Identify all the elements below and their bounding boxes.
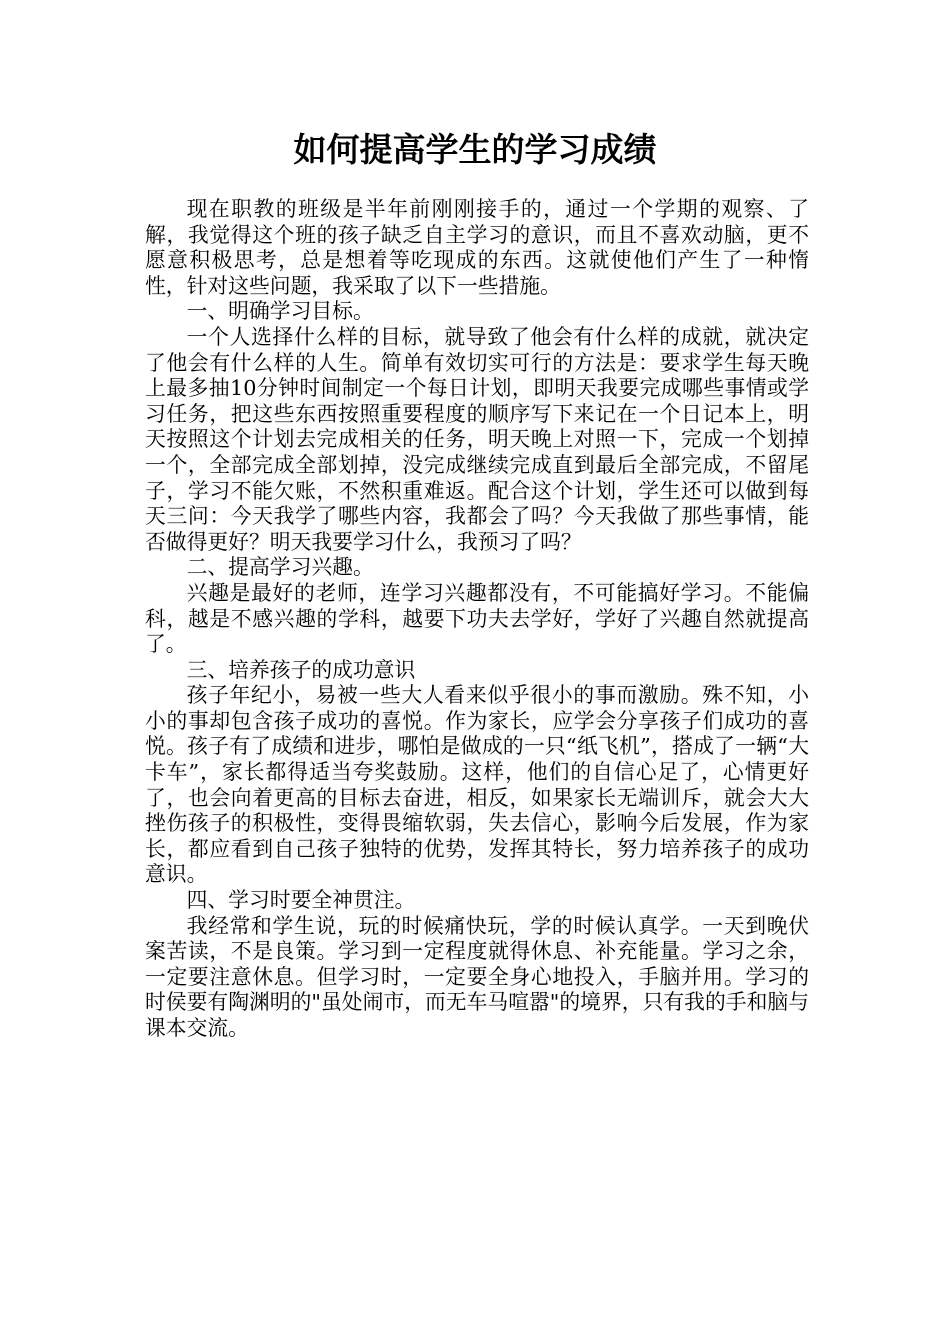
paragraph-success: 孩子年纪小，易被一些大人看来似乎很小的事而激励。殊不知，小小的事却包含孩子成功的喜悦。作为家长，应学会分享孩子们成功的喜悦。孩子有了成绩和进步，哪怕是做成的一只“纸飞机”，搭成了一辆“大卡车”，家长都得适当夸奖鼓励。这样，他们的自信心足了，心情更好了，也会向着更高的目标去奋进，相反，如果家长无端训斥，就会大大挫伤孩子的积极性，变得畏缩软弱，失去信心，影响今后发展，作为家长，都应看到自己孩子独特的优势，发挥其特长，努力培养孩子的成功意识。: [145, 683, 809, 887]
heading-focus: 四、学习时要全神贯注。: [186, 888, 416, 913]
paragraph-focus: 我经常和学生说，玩的时候痛快玩，学的时候认真学。一天到晚伏案苦读，不是良策。学习到一定程度就得休息、补充能量。学习之余，一定要注意休息。但学习时，一定要全身心地投入，手脑并用。学习的时侯要有陶渊明的"虽处闹市，而无车马喧嚣"的境界，只有我的手和脑与课本交流。: [145, 913, 809, 1040]
document-title: 如何提高学生的学习成绩: [293, 130, 657, 169]
heading-success: 三、培养孩子的成功意识: [186, 657, 416, 682]
document-body: [145, 197, 809, 1042]
paragraph-interest: 兴趣是最好的老师，连学习兴趣都没有，不可能搞好学习。不能偏科，越是不感兴趣的学科，越要下功夫去学好，学好了兴趣自然就提高了。: [145, 580, 809, 657]
paragraph-goals: 一个人选择什么样的目标，就导致了他会有什么样的成就，就决定了他会有什么样的人生。简单有效切实可行的方法是：要求学生每天晚上最多抽10分钟时间制定一个每日计划，即明天我要完成哪些事情或学习任务，把这些东西按照重要程度的顺序写下来记在一个日记本上，明天按照这个计划去完成相关的任务，明天晚上对照一下，完成一个划掉一个，全部完成全部划掉，没完成继续完成直到最后全部完成，不留尾子，学习不能欠账，不然积重难返。配合这个计划，学生还可以做到每天三问：今天我学了哪些内容，我都会了吗？今天我做了那些事情，能否做得更好？明天我要学习什么，我预习了吗？: [145, 324, 809, 554]
paragraph-intro: 现在职教的班级是半年前刚刚接手的，通过一个学期的观察、了解，我觉得这个班的孩子缺乏自主学习的意识，而且不喜欢动脑，更不愿意积极思考，总是想着等吃现成的东西。这就使他们产生了一种惰性，针对这些问题，我采取了以下一些措施。: [145, 197, 809, 298]
heading-goals: 一、明确学习目标。: [186, 299, 374, 324]
heading-interest: 二、提高学习兴趣。: [186, 555, 374, 580]
